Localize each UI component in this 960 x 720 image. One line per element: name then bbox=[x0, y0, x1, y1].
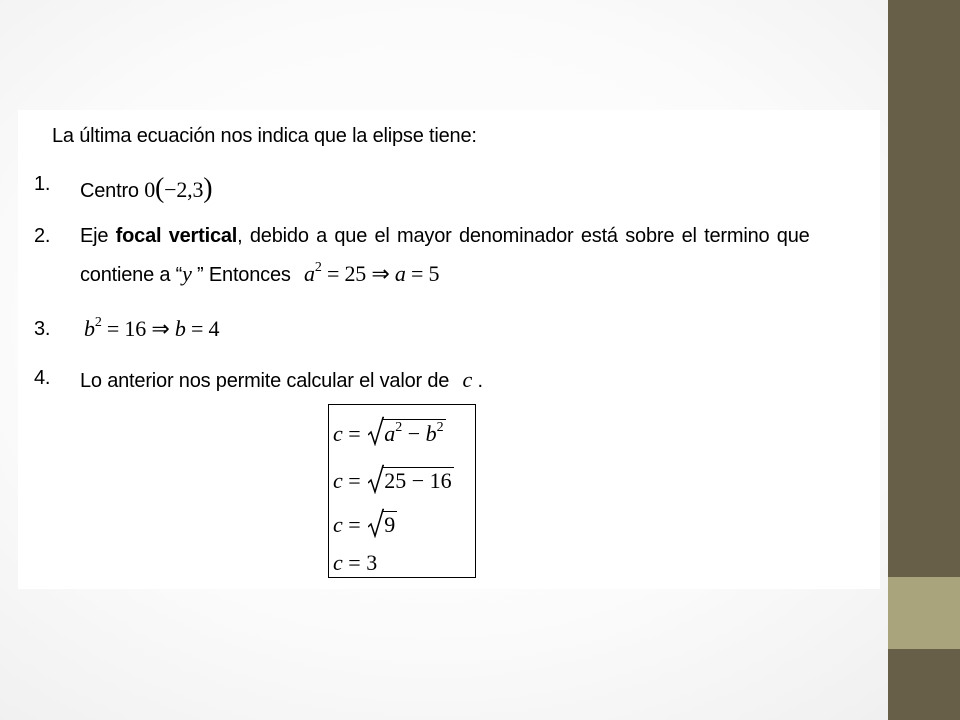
item-2-number: 2. bbox=[34, 225, 51, 247]
formula-row-1-b: b bbox=[425, 421, 437, 446]
formula-box bbox=[328, 404, 476, 578]
item-1-zero: 0 bbox=[144, 177, 156, 202]
item-3-eq-b2: b bbox=[174, 316, 186, 341]
item-4-var-c: c bbox=[462, 367, 473, 392]
item-1-number: 1. bbox=[34, 173, 51, 195]
formula-row-4-lhs: c bbox=[333, 550, 343, 575]
formula-row-3-radicand: 9 bbox=[384, 512, 396, 537]
item-2-eq-end: = 5 bbox=[405, 261, 440, 286]
formula-row-3-eq: = bbox=[342, 512, 367, 537]
formula-row-4-value: 3 bbox=[366, 550, 378, 575]
sqrt-sign-icon bbox=[368, 467, 453, 494]
item-4-number: 4. bbox=[34, 367, 51, 389]
item-2-line-1 bbox=[80, 225, 810, 248]
item-1-paren-close: ) bbox=[203, 173, 213, 204]
item-2-line2-mid: ” Entonces bbox=[191, 264, 291, 286]
item-2-eq-a: a bbox=[304, 261, 315, 286]
item-3-line bbox=[84, 315, 219, 342]
sidebar-dark-top-block bbox=[888, 0, 960, 577]
formula-row-2-radicand: 25 − 16 bbox=[384, 468, 452, 493]
formula-row-1-a: a bbox=[384, 421, 396, 446]
formula-row-1-sup2: 2 bbox=[436, 420, 444, 435]
formula-row-1-minus: − bbox=[402, 421, 426, 446]
sidebar-light-block bbox=[888, 577, 960, 649]
formula-row-4-eq: = bbox=[342, 550, 367, 575]
item-2-text-after: , debido a que el mayor denominador está sobre el termino que bbox=[237, 225, 810, 247]
item-4-text: Lo anterior nos permite calcular el valor de bbox=[80, 370, 450, 392]
item-2-eq-rest: = 25 ⇒ bbox=[321, 261, 395, 286]
item-3-number: 3. bbox=[34, 318, 51, 340]
item-2-var-y: y bbox=[182, 261, 192, 286]
sidebar-dark-bottom-block bbox=[888, 649, 960, 720]
item-1-paren-open: ( bbox=[155, 173, 165, 204]
intro-text: La última ecuación nos indica que la elipse tiene: bbox=[52, 125, 477, 147]
item-1-coords: −2,3 bbox=[164, 177, 204, 202]
sqrt-sign-icon bbox=[368, 419, 445, 447]
item-2-eq-a2: a bbox=[394, 261, 406, 286]
formula-row-1-sup1: 2 bbox=[395, 420, 403, 435]
formula-row-1-eq: = bbox=[342, 421, 367, 446]
formula-row-4 bbox=[333, 550, 377, 576]
item-3-eq-b: b bbox=[84, 316, 95, 341]
item-3-eq-rest: = 16 ⇒ bbox=[101, 316, 175, 341]
item-3-eq-sup: 2 bbox=[94, 315, 102, 330]
item-4-line bbox=[80, 367, 483, 393]
formula-row-1-lhs: c bbox=[333, 421, 343, 446]
item-2-text-before: Eje bbox=[80, 225, 116, 247]
item-2-line-2 bbox=[80, 260, 439, 287]
item-1-line bbox=[80, 173, 212, 205]
item-4-end: . bbox=[477, 370, 483, 392]
formula-row-2 bbox=[333, 467, 454, 494]
item-2-bold: focal vertical bbox=[115, 225, 238, 247]
formula-row-1 bbox=[333, 419, 446, 447]
formula-row-2-lhs: c bbox=[333, 468, 343, 493]
formula-row-2-eq: = bbox=[342, 468, 367, 493]
item-2-eq-sup: 2 bbox=[314, 260, 322, 275]
formula-row-3 bbox=[333, 511, 397, 538]
formula-row-3-lhs: c bbox=[333, 512, 343, 537]
item-1-label: Centro bbox=[80, 180, 139, 202]
item-3-eq-end: = 4 bbox=[185, 316, 220, 341]
item-2-line2-before: contiene a “ bbox=[80, 264, 183, 286]
sqrt-sign-icon bbox=[368, 511, 397, 538]
